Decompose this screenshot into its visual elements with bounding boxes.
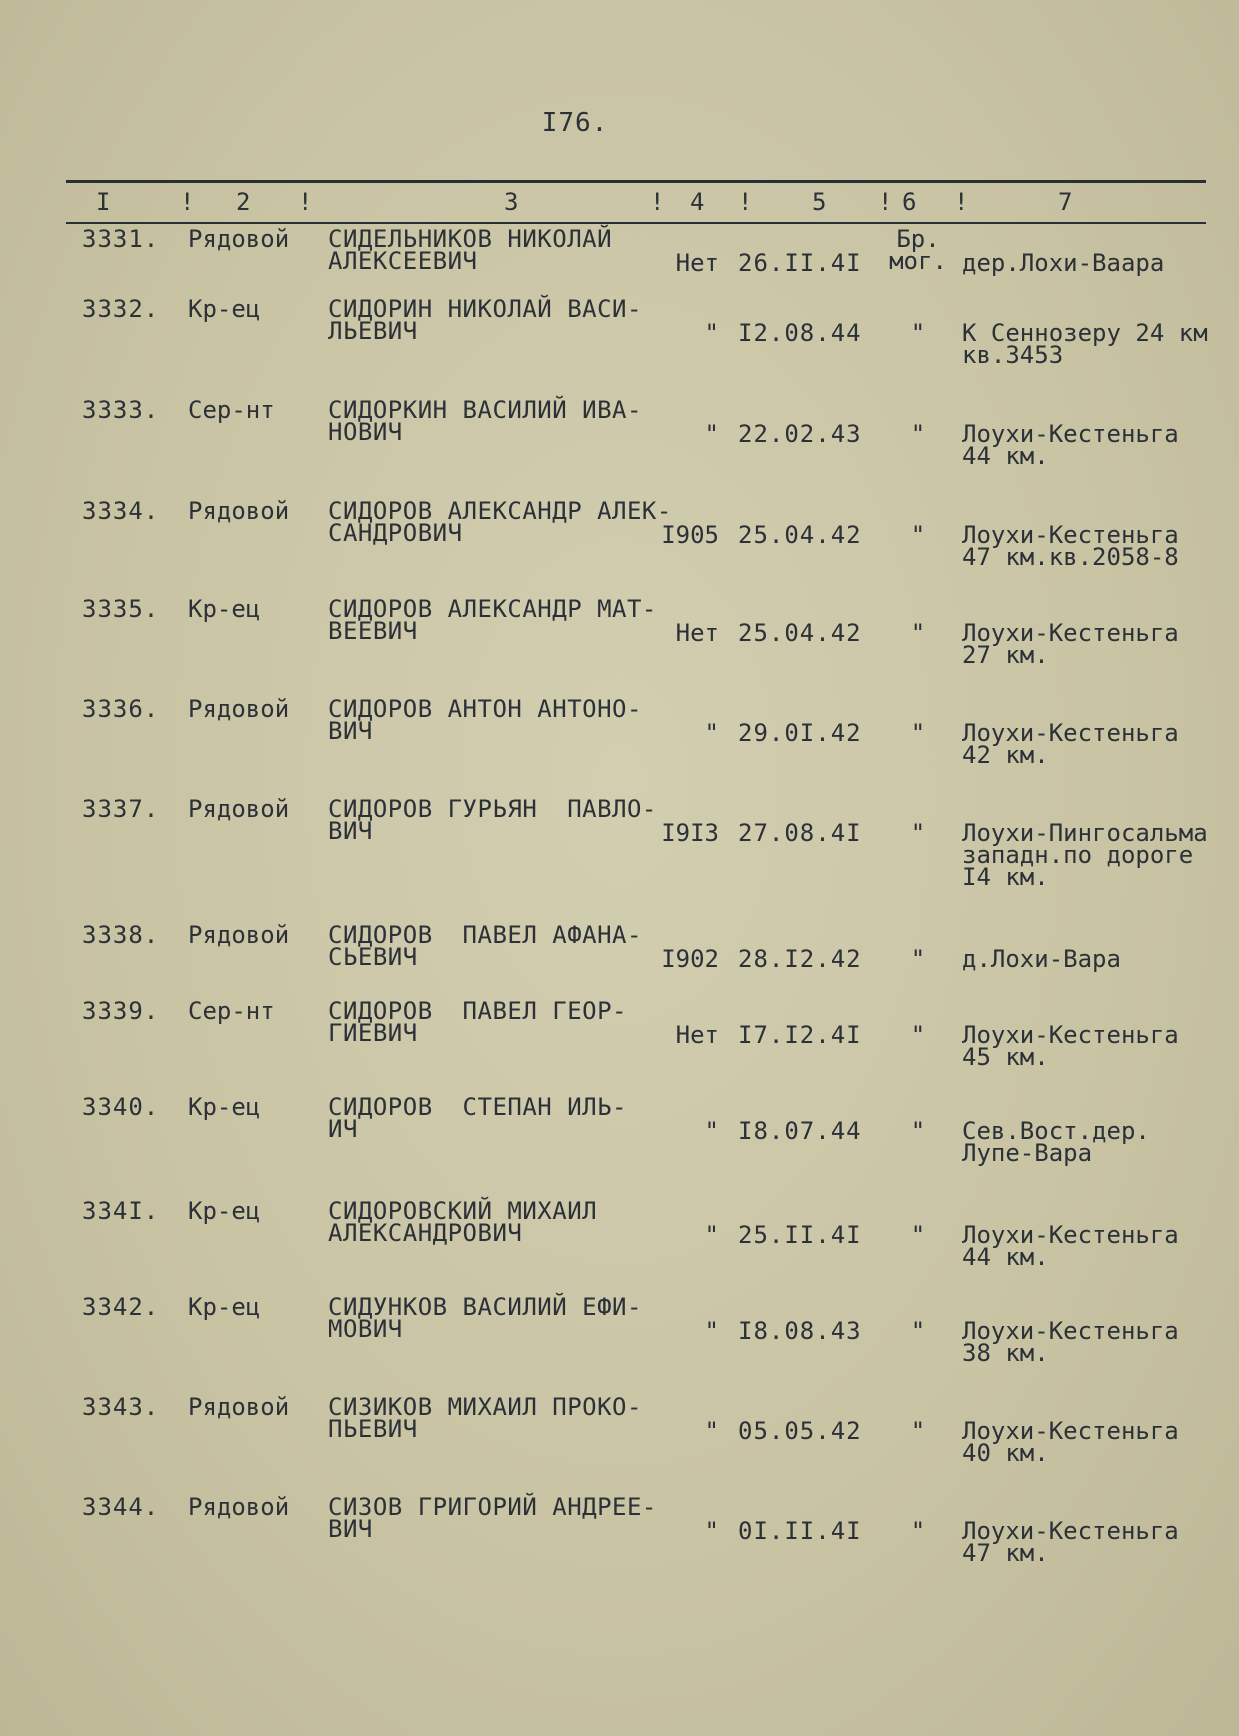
burial-type: " xyxy=(910,1317,926,1345)
full-name: СИДОРОВ АНТОН АНТОНО- ВИЧ xyxy=(328,695,642,745)
burial-place: Лоухи-Кестеньга 27 км. xyxy=(962,619,1179,669)
death-date: 26.II.4I xyxy=(738,249,862,277)
birth-year: I9I3 xyxy=(661,819,719,847)
birth-year: Нет xyxy=(675,619,719,647)
full-name: СИДОРОВ ПАВЕЛ АФАНА- СЬЕВИЧ xyxy=(328,921,642,971)
burial-type: " xyxy=(910,1517,926,1545)
burial-type: " xyxy=(910,945,926,973)
record-number: 3342. xyxy=(82,1293,160,1321)
record-number: 3340. xyxy=(82,1093,160,1121)
burial-place: Лоухи-Кестеньга 44 км. xyxy=(962,1221,1179,1271)
birth-year: " xyxy=(704,420,719,448)
burial-type: " xyxy=(910,1021,926,1049)
military-rank: Сер-нт xyxy=(188,396,275,424)
column-header-7: 7 xyxy=(1058,188,1073,216)
column-header-2: 2 xyxy=(236,188,251,216)
death-date: 25.04.42 xyxy=(738,521,862,549)
burial-type: Бр. мог. xyxy=(889,225,947,275)
page-number: I76. xyxy=(541,108,609,138)
military-rank: Кр-ец xyxy=(188,1197,261,1225)
full-name: СИДОРОВ АЛЕКСАНДР АЛЕК- САНДРОВИЧ xyxy=(328,497,672,547)
column-header-5: 5 xyxy=(812,188,827,216)
full-name: СИДОРИН НИКОЛАЙ ВАСИ- ЛЬЕВИЧ xyxy=(328,295,642,345)
burial-type: " xyxy=(910,319,926,347)
table-row xyxy=(0,1197,1239,1296)
military-rank: Рядовой xyxy=(188,497,290,525)
column-header-1: I xyxy=(96,188,111,216)
death-date: 0I.II.4I xyxy=(738,1517,862,1545)
military-rank: Рядовой xyxy=(188,921,290,949)
column-header-6: 6 xyxy=(902,188,917,216)
full-name: СИЗИКОВ МИХАИЛ ПРОКО- ПЬЕВИЧ xyxy=(328,1393,642,1443)
military-rank: Рядовой xyxy=(188,795,290,823)
birth-year: Нет xyxy=(675,1021,719,1049)
military-rank: Рядовой xyxy=(188,695,290,723)
burial-place: Лоухи-Пингосальма западн.по дороге I4 км. xyxy=(962,819,1208,891)
full-name: СИДУНКОВ ВАСИЛИЙ ЕФИ- МОВИЧ xyxy=(328,1293,642,1343)
column-header-3: 3 xyxy=(504,188,519,216)
burial-type: " xyxy=(910,1117,926,1145)
death-date: 29.0I.42 xyxy=(738,719,862,747)
record-number: 3331. xyxy=(82,225,160,253)
column-separator: ! xyxy=(738,188,753,216)
full-name: СИДОРОВСКИЙ МИХАИЛ АЛЕКСАНДРОВИЧ xyxy=(328,1197,598,1247)
table-row xyxy=(0,695,1239,794)
table-row xyxy=(0,795,1239,894)
death-date: 25.04.42 xyxy=(738,619,862,647)
full-name: СИДОРОВ ГУРЬЯН ПАВЛО- ВИЧ xyxy=(328,795,657,845)
birth-year: " xyxy=(704,1221,719,1249)
burial-place: Сев.Вост.дер. Лупе-Вара xyxy=(962,1117,1150,1167)
record-number: 3344. xyxy=(82,1493,160,1521)
death-date: 25.II.4I xyxy=(738,1221,862,1249)
burial-place: дер.Лохи-Ваара xyxy=(962,249,1165,277)
table-row xyxy=(0,1293,1239,1392)
table-row xyxy=(0,295,1239,394)
table-row xyxy=(0,1093,1239,1192)
table-row xyxy=(0,595,1239,694)
birth-year: " xyxy=(704,1517,719,1545)
burial-type: " xyxy=(910,619,926,647)
birth-year: Нет xyxy=(675,249,719,277)
burial-type: " xyxy=(910,521,926,549)
burial-place: д.Лохи-Вара xyxy=(962,945,1121,973)
table-row xyxy=(0,396,1239,495)
burial-place: Лоухи-Кестеньга 38 км. xyxy=(962,1317,1179,1367)
column-header-row xyxy=(0,188,1239,218)
death-date: I2.08.44 xyxy=(738,319,862,347)
table-row xyxy=(0,1393,1239,1492)
military-rank: Сер-нт xyxy=(188,997,275,1025)
burial-place: Лоухи-Кестеньга 40 км. xyxy=(962,1417,1179,1467)
column-separator: ! xyxy=(878,188,893,216)
header-rule xyxy=(66,222,1206,224)
record-number: 3336. xyxy=(82,695,160,723)
burial-place: Лоухи-Кестеньга 47 км. xyxy=(962,1517,1179,1567)
record-number: 3337. xyxy=(82,795,160,823)
burial-place: Лоухи-Кестеньга 45 км. xyxy=(962,1021,1179,1071)
burial-type: " xyxy=(910,819,926,847)
top-rule xyxy=(66,180,1206,183)
column-separator: ! xyxy=(650,188,665,216)
full-name: СИДОРОВ ПАВЕЛ ГЕОР- ГИЕВИЧ xyxy=(328,997,627,1047)
death-date: 28.I2.42 xyxy=(738,945,862,973)
burial-type: " xyxy=(910,1417,926,1445)
full-name: СИЗОВ ГРИГОРИЙ АНДРЕЕ- ВИЧ xyxy=(328,1493,657,1543)
burial-place: Лоухи-Кестеньга 42 км. xyxy=(962,719,1179,769)
column-separator: ! xyxy=(954,188,969,216)
record-number: 3343. xyxy=(82,1393,160,1421)
birth-year: " xyxy=(704,719,719,747)
record-number: 3335. xyxy=(82,595,160,623)
death-date: I8.07.44 xyxy=(738,1117,862,1145)
column-separator: ! xyxy=(298,188,313,216)
record-number: 3333. xyxy=(82,396,160,424)
death-date: 27.08.4I xyxy=(738,819,862,847)
burial-place: Лоухи-Кестеньга 47 км.кв.2058-8 xyxy=(962,521,1179,571)
column-separator: ! xyxy=(180,188,195,216)
military-rank: Рядовой xyxy=(188,1393,290,1421)
burial-place: К Сеннозеру 24 км кв.3453 xyxy=(962,319,1208,369)
birth-year: " xyxy=(704,319,719,347)
military-rank: Кр-ец xyxy=(188,1093,261,1121)
death-date: I8.08.43 xyxy=(738,1317,862,1345)
full-name: СИДОРКИН ВАСИЛИЙ ИВА- НОВИЧ xyxy=(328,396,642,446)
military-rank: Рядовой xyxy=(188,1493,290,1521)
death-date: 22.02.43 xyxy=(738,420,862,448)
military-rank: Рядовой xyxy=(188,225,290,253)
burial-type: " xyxy=(910,420,926,448)
full-name: СИДОРОВ АЛЕКСАНДР МАТ- ВЕЕВИЧ xyxy=(328,595,657,645)
record-number: 3332. xyxy=(82,295,160,323)
record-number: 3338. xyxy=(82,921,160,949)
record-number: 3339. xyxy=(82,997,160,1025)
burial-place: Лоухи-Кестеньга 44 км. xyxy=(962,420,1179,470)
table-row xyxy=(0,497,1239,596)
military-rank: Кр-ец xyxy=(188,1293,261,1321)
table-row xyxy=(0,997,1239,1096)
birth-year: I905 xyxy=(661,521,719,549)
burial-type: " xyxy=(910,1221,926,1249)
military-rank: Кр-ец xyxy=(188,595,261,623)
birth-year: I902 xyxy=(661,945,719,973)
burial-type: " xyxy=(910,719,926,747)
birth-year: " xyxy=(704,1417,719,1445)
death-date: I7.I2.4I xyxy=(738,1021,862,1049)
death-date: 05.05.42 xyxy=(738,1417,862,1445)
record-number: 334I. xyxy=(82,1197,160,1225)
table-row xyxy=(0,1493,1239,1592)
full-name: СИДОРОВ СТЕПАН ИЛЬ- ИЧ xyxy=(328,1093,627,1143)
military-rank: Кр-ец xyxy=(188,295,261,323)
birth-year: " xyxy=(704,1117,719,1145)
column-header-4: 4 xyxy=(690,188,705,216)
full-name: СИДЕЛЬНИКОВ НИКОЛАЙ АЛЕКСЕЕВИЧ xyxy=(328,225,613,275)
record-number: 3334. xyxy=(82,497,160,525)
birth-year: " xyxy=(704,1317,719,1345)
